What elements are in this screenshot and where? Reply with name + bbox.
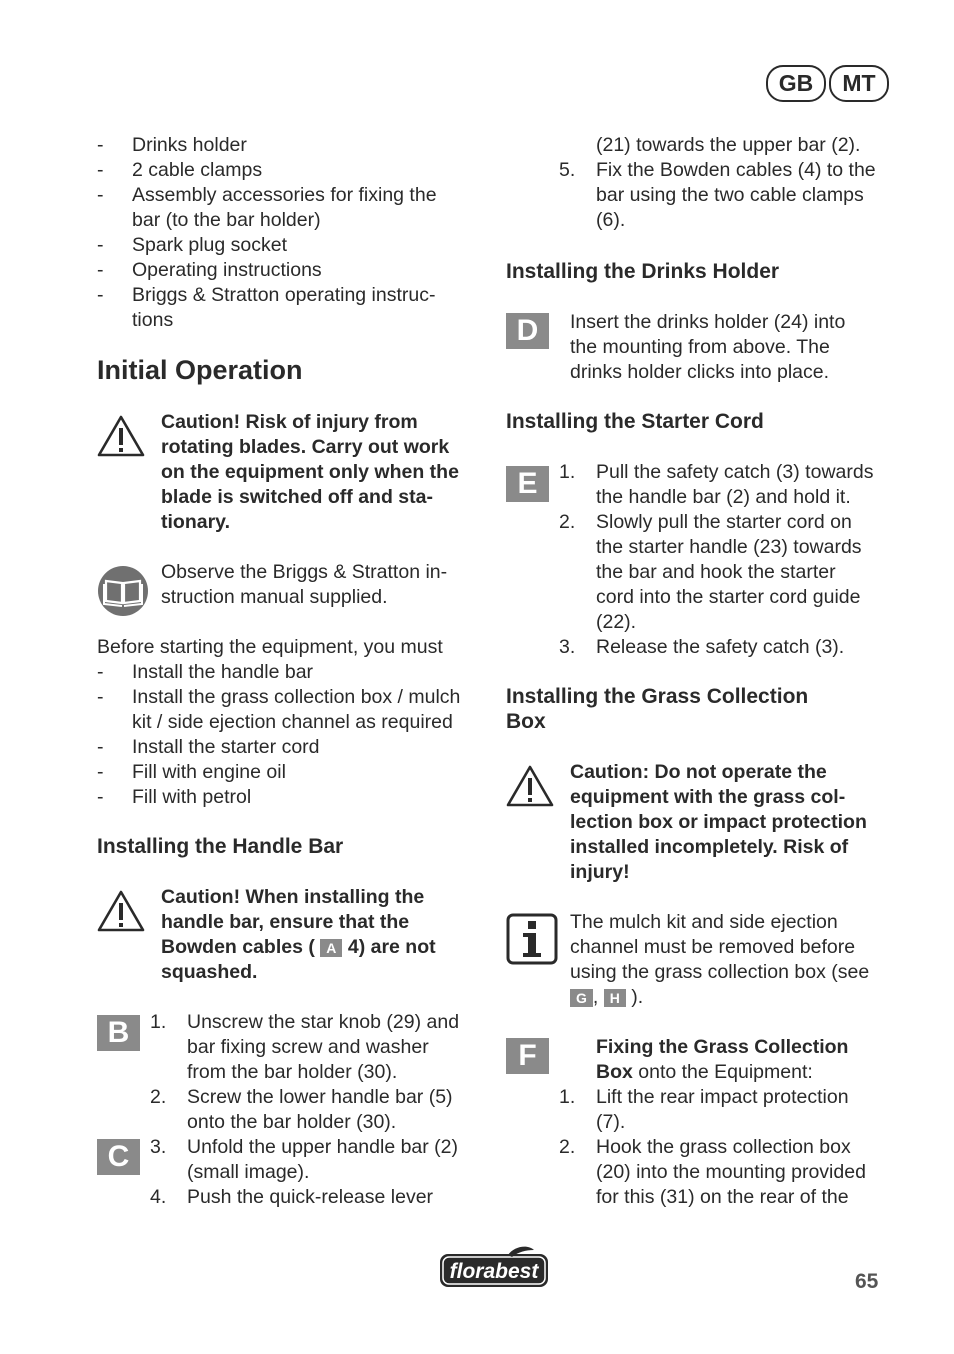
list-bullet: - — [97, 134, 104, 156]
step-number: 2. — [559, 1136, 576, 1158]
text-line: Pull the safety catch (3) towards — [596, 461, 874, 483]
text-line: Slowly pull the starter cord on — [596, 511, 852, 533]
text-line: tionary. — [161, 511, 230, 533]
step-number: 2. — [150, 1086, 167, 1108]
info-icon — [506, 913, 558, 965]
list-bullet: - — [97, 761, 104, 783]
info-comma: , — [592, 986, 599, 1008]
caution2-line: handle bar, ensure that the — [161, 911, 410, 933]
list-bullet: - — [97, 786, 104, 808]
text-line: bar (to the bar holder) — [132, 209, 321, 231]
text-line: Fix the Bowden cables (4) to the — [596, 159, 876, 181]
continued-step-line: (21) towards the upper bar (2). — [596, 134, 861, 156]
text-line: lection box or impact protection — [570, 811, 867, 833]
list-bullet: - — [97, 184, 104, 206]
text-line: (22). — [596, 611, 637, 633]
text-line: for this (31) on the rear of the — [596, 1186, 849, 1208]
list-bullet: - — [97, 259, 104, 281]
figure-tag-a: A — [320, 939, 342, 957]
info-note-end — [570, 985, 643, 1010]
text-line: the mounting from above. The — [570, 336, 830, 358]
text-line: Hook the grass collection box — [596, 1136, 851, 1158]
warning-triangle-icon — [97, 414, 145, 458]
text-line: the starter handle (23) towards — [596, 536, 862, 558]
text-line: the handle bar (2) and hold it. — [596, 486, 851, 508]
text-line: rotating blades. Carry out work — [161, 436, 450, 458]
step-number: 3. — [150, 1136, 167, 1158]
before-intro: Before starting the equipment, you must — [97, 636, 443, 658]
text-line: (7). — [596, 1111, 626, 1133]
text-line: The mulch kit and side ejection — [570, 911, 838, 933]
list-bullet: - — [97, 159, 104, 181]
drinks-holder-title: Installing the Drinks Holder — [506, 260, 780, 283]
caution2-text: Bowden cables ( — [161, 936, 315, 958]
text-line: injury! — [570, 861, 630, 883]
step-number: 4. — [150, 1186, 167, 1208]
page-number: 65 — [855, 1270, 879, 1293]
step-number: 3. — [559, 636, 576, 658]
figure-box-f: F — [506, 1038, 549, 1074]
figure-tag-g: G — [570, 989, 593, 1007]
text-line: bar fixing screw and washer — [187, 1036, 429, 1058]
text-line: (small image). — [187, 1161, 310, 1183]
text-line: (20) into the mounting provided — [596, 1161, 866, 1183]
list-bullet: - — [97, 736, 104, 758]
text-line: using the grass collection box (see — [570, 961, 870, 983]
florabest-logo — [438, 1244, 550, 1290]
text-line: Operating instructions — [132, 259, 322, 281]
handle-bar-title: Installing the Handle Bar — [97, 835, 344, 858]
text-line: Lift the rear impact protection — [596, 1086, 849, 1108]
fix-heading-bold: Box — [596, 1061, 633, 1083]
text-line: Fill with petrol — [132, 786, 252, 808]
text-line: equipment with the grass col- — [570, 786, 846, 808]
figure-box-e: E — [506, 466, 549, 502]
text-line: Caution! Risk of injury from — [161, 411, 418, 433]
book-manual-icon — [97, 565, 149, 617]
text-line: installed incompletely. Risk of — [570, 836, 849, 858]
text-line: Assembly accessories for fixing the — [132, 184, 437, 206]
text-line: Install the starter cord — [132, 736, 320, 758]
starter-cord-title: Installing the Starter Cord — [506, 410, 764, 433]
text-line: Push the quick-release lever — [187, 1186, 434, 1208]
text-line: the bar and hook the starter — [596, 561, 836, 583]
text-line: 2 cable clamps — [132, 159, 263, 181]
text-line: Caution: Do not operate the — [570, 761, 827, 783]
grass-box-title: Installing the Grass Collection — [506, 685, 809, 708]
text-line: Unscrew the star knob (29) and — [187, 1011, 460, 1033]
step-number: 1. — [559, 461, 576, 483]
text-line: tions — [132, 309, 174, 331]
text-line: Observe the Briggs & Stratton in- — [161, 561, 448, 583]
grass-box-title-cont: Box — [506, 710, 546, 733]
text-line: (6). — [596, 209, 626, 231]
fix-grass-box-heading: Fixing the Grass Collection — [596, 1036, 849, 1058]
lang-badge-gb: GB — [766, 65, 826, 102]
warning-triangle-icon — [97, 889, 145, 933]
step-number: 5. — [559, 159, 576, 181]
text-line: Spark plug socket — [132, 234, 288, 256]
text-line: struction manual supplied. — [161, 586, 388, 608]
figure-box-d: D — [506, 313, 549, 349]
step-number: 1. — [559, 1086, 576, 1108]
step-number: 1. — [150, 1011, 167, 1033]
step-number: 2. — [559, 511, 576, 533]
text-line: Briggs & Stratton operating instruc- — [132, 284, 436, 306]
text-line: on the equipment only when the — [161, 461, 459, 483]
section-title: Initial Operation — [97, 355, 303, 385]
figure-box-b: B — [97, 1015, 140, 1051]
figure-tag-h: H — [604, 989, 626, 1007]
caution2-line: Caution! When installing the — [161, 886, 425, 908]
text-line: Release the safety catch (3). — [596, 636, 845, 658]
caution2-line: squashed. — [161, 961, 258, 983]
text-line: bar using the two cable clamps — [596, 184, 864, 206]
figure-box-c: C — [97, 1139, 140, 1175]
list-bullet: - — [97, 661, 104, 683]
fix-heading-rest: onto the Equipment: — [632, 1061, 813, 1083]
lang-badge-mt: MT — [829, 65, 889, 102]
text-line: kit / side ejection channel as required — [132, 711, 453, 733]
list-bullet: - — [97, 284, 104, 306]
text-line: from the bar holder (30). — [187, 1061, 398, 1083]
text-line: cord into the starter cord guide — [596, 586, 861, 608]
info-close: ). — [631, 986, 644, 1008]
list-bullet: - — [97, 686, 104, 708]
text-line: Screw the lower handle bar (5) — [187, 1086, 453, 1108]
fix-grass-box-heading-cont — [596, 1060, 813, 1085]
logo-text: florabest — [449, 1260, 539, 1283]
text-line: Unfold the upper handle bar (2) — [187, 1136, 459, 1158]
caution2-text: 4) are not — [347, 936, 436, 958]
text-line: Fill with engine oil — [132, 761, 286, 783]
list-bullet: - — [97, 234, 104, 256]
text-line: Install the grass collection box / mulch — [132, 686, 461, 708]
text-line: Install the handle bar — [132, 661, 314, 683]
text-line: channel must be removed before — [570, 936, 856, 958]
text-line: onto the bar holder (30). — [187, 1111, 397, 1133]
text-line: blade is switched off and sta- — [161, 486, 433, 508]
text-line: Insert the drinks holder (24) into — [570, 311, 846, 333]
text-line: Drinks holder — [132, 134, 247, 156]
caution2-line — [161, 935, 436, 960]
text-line: drinks holder clicks into place. — [570, 361, 830, 383]
warning-triangle-icon — [506, 764, 554, 808]
